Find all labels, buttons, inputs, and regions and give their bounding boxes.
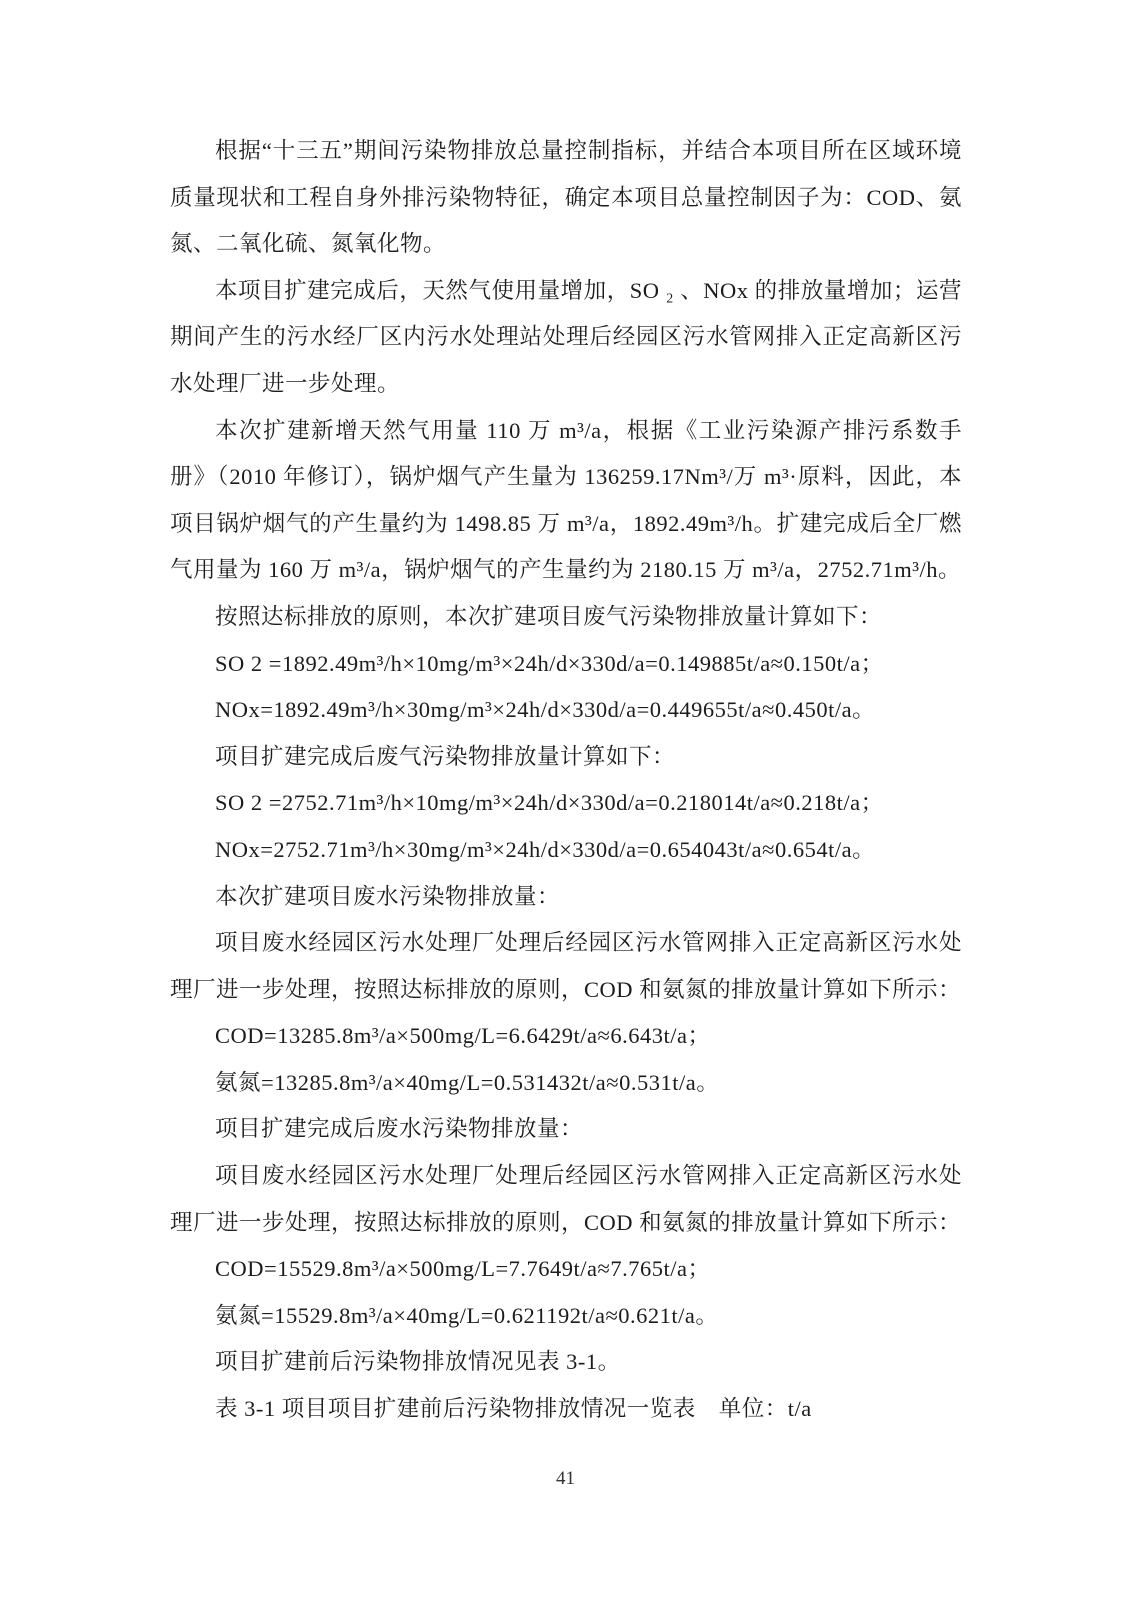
formula-cod-expansion: COD=13285.8m³/a×500mg/L=6.6429t/a≈6.643t/a； — [215, 1023, 711, 1049]
paragraph-gas-usage-flue-gas: 本次扩建新增天然气用量 110 万 m³/a，根据《工业污染源产排污系数手册》（2010 年修订），锅炉烟气产生量为 136259.17Nm³/万 m³·原料，因此，本项目锅炉烟气的产生量约为 1498.85 万 m³/a，1892.49m³/h。扩建完成后全厂燃气用量为 160 万 m³/a，锅炉烟气的产生量约为 2180.15 万 m³/a，2752.71m³/h。 — [170, 417, 962, 583]
paragraph-wastewater-after-intro: 项目扩建完成后废水污染物排放量： — [215, 1116, 584, 1142]
formula-ammonia-after: 氨氮=15529.8m³/a×40mg/L=0.621192t/a≈0.621t/a。 — [215, 1302, 719, 1328]
paragraph-wastewater-treatment-2: 项目废水经园区污水处理厂处理后经园区污水管网排入正定高新区污水处理厂进一步处理，按照达标排放的原则，COD 和氨氮的排放量计算如下所示： — [170, 1163, 962, 1235]
paragraph-waste-gas-calc-intro: 按照达标排放的原则，本次扩建项目废气污染物排放量计算如下： — [215, 603, 883, 629]
formula-so2-after: SO 2 =2752.71m³/h×10mg/m³×24h/d×330d/a=0.218014t/a≈0.218t/a； — [215, 790, 884, 816]
paragraph-wastewater-expansion-intro: 本次扩建项目废水污染物排放量： — [215, 883, 561, 909]
paragraph-wastewater-treatment-1: 项目废水经园区污水处理厂处理后经园区污水管网排入正定高新区污水处理厂进一步处理，按照达标排放的原则，COD 和氨氮的排放量计算如下所示： — [170, 930, 962, 1002]
formula-ammonia-expansion: 氨氮=13285.8m³/a×40mg/L=0.531432t/a≈0.531t/a。 — [215, 1069, 720, 1095]
page-number: 41 — [556, 1468, 575, 1489]
paragraph-see-table-3-1: 项目扩建前后污染物排放情况见表 3-1。 — [215, 1349, 621, 1375]
paragraph-waste-gas-after-intro: 项目扩建完成后废气污染物排放量计算如下： — [215, 743, 676, 769]
formula-nox-after: NOx=2752.71m³/h×30mg/m³×24h/d×330d/a=0.654043t/a≈0.654t/a。 — [215, 836, 876, 862]
formula-so2-expansion: SO 2 =1892.49m³/h×10mg/m³×24h/d×330d/a=0.149885t/a≈0.150t/a； — [215, 650, 884, 676]
formula-cod-after: COD=15529.8m³/a×500mg/L=7.7649t/a≈7.765t/a； — [215, 1256, 711, 1282]
formula-nox-expansion: NOx=1892.49m³/h×30mg/m³×24h/d×330d/a=0.449655t/a≈0.450t/a。 — [215, 697, 876, 723]
paragraph-expansion-overview: 本项目扩建完成后，天然气使用量增加，SO ₂ 、NOx 的排放量增加；运营期间产生的污水经厂区内污水处理站处理后经园区污水管网排入正定高新区污水处理厂进一步处理。 — [170, 277, 962, 396]
table-3-1-caption: 表 3-1 项目项目扩建前后污染物排放情况一览表 单位：t/a — [215, 1396, 812, 1422]
page-body-text — [170, 128, 962, 1433]
paragraph-total-control-factors: 根据“十三五”期间污染物排放总量控制指标，并结合本项目所在区域环境质量现状和工程自身外排污染物特征，确定本项目总量控制因子为：COD、氨氮、二氧化硫、氮氧化物。 — [170, 138, 962, 257]
